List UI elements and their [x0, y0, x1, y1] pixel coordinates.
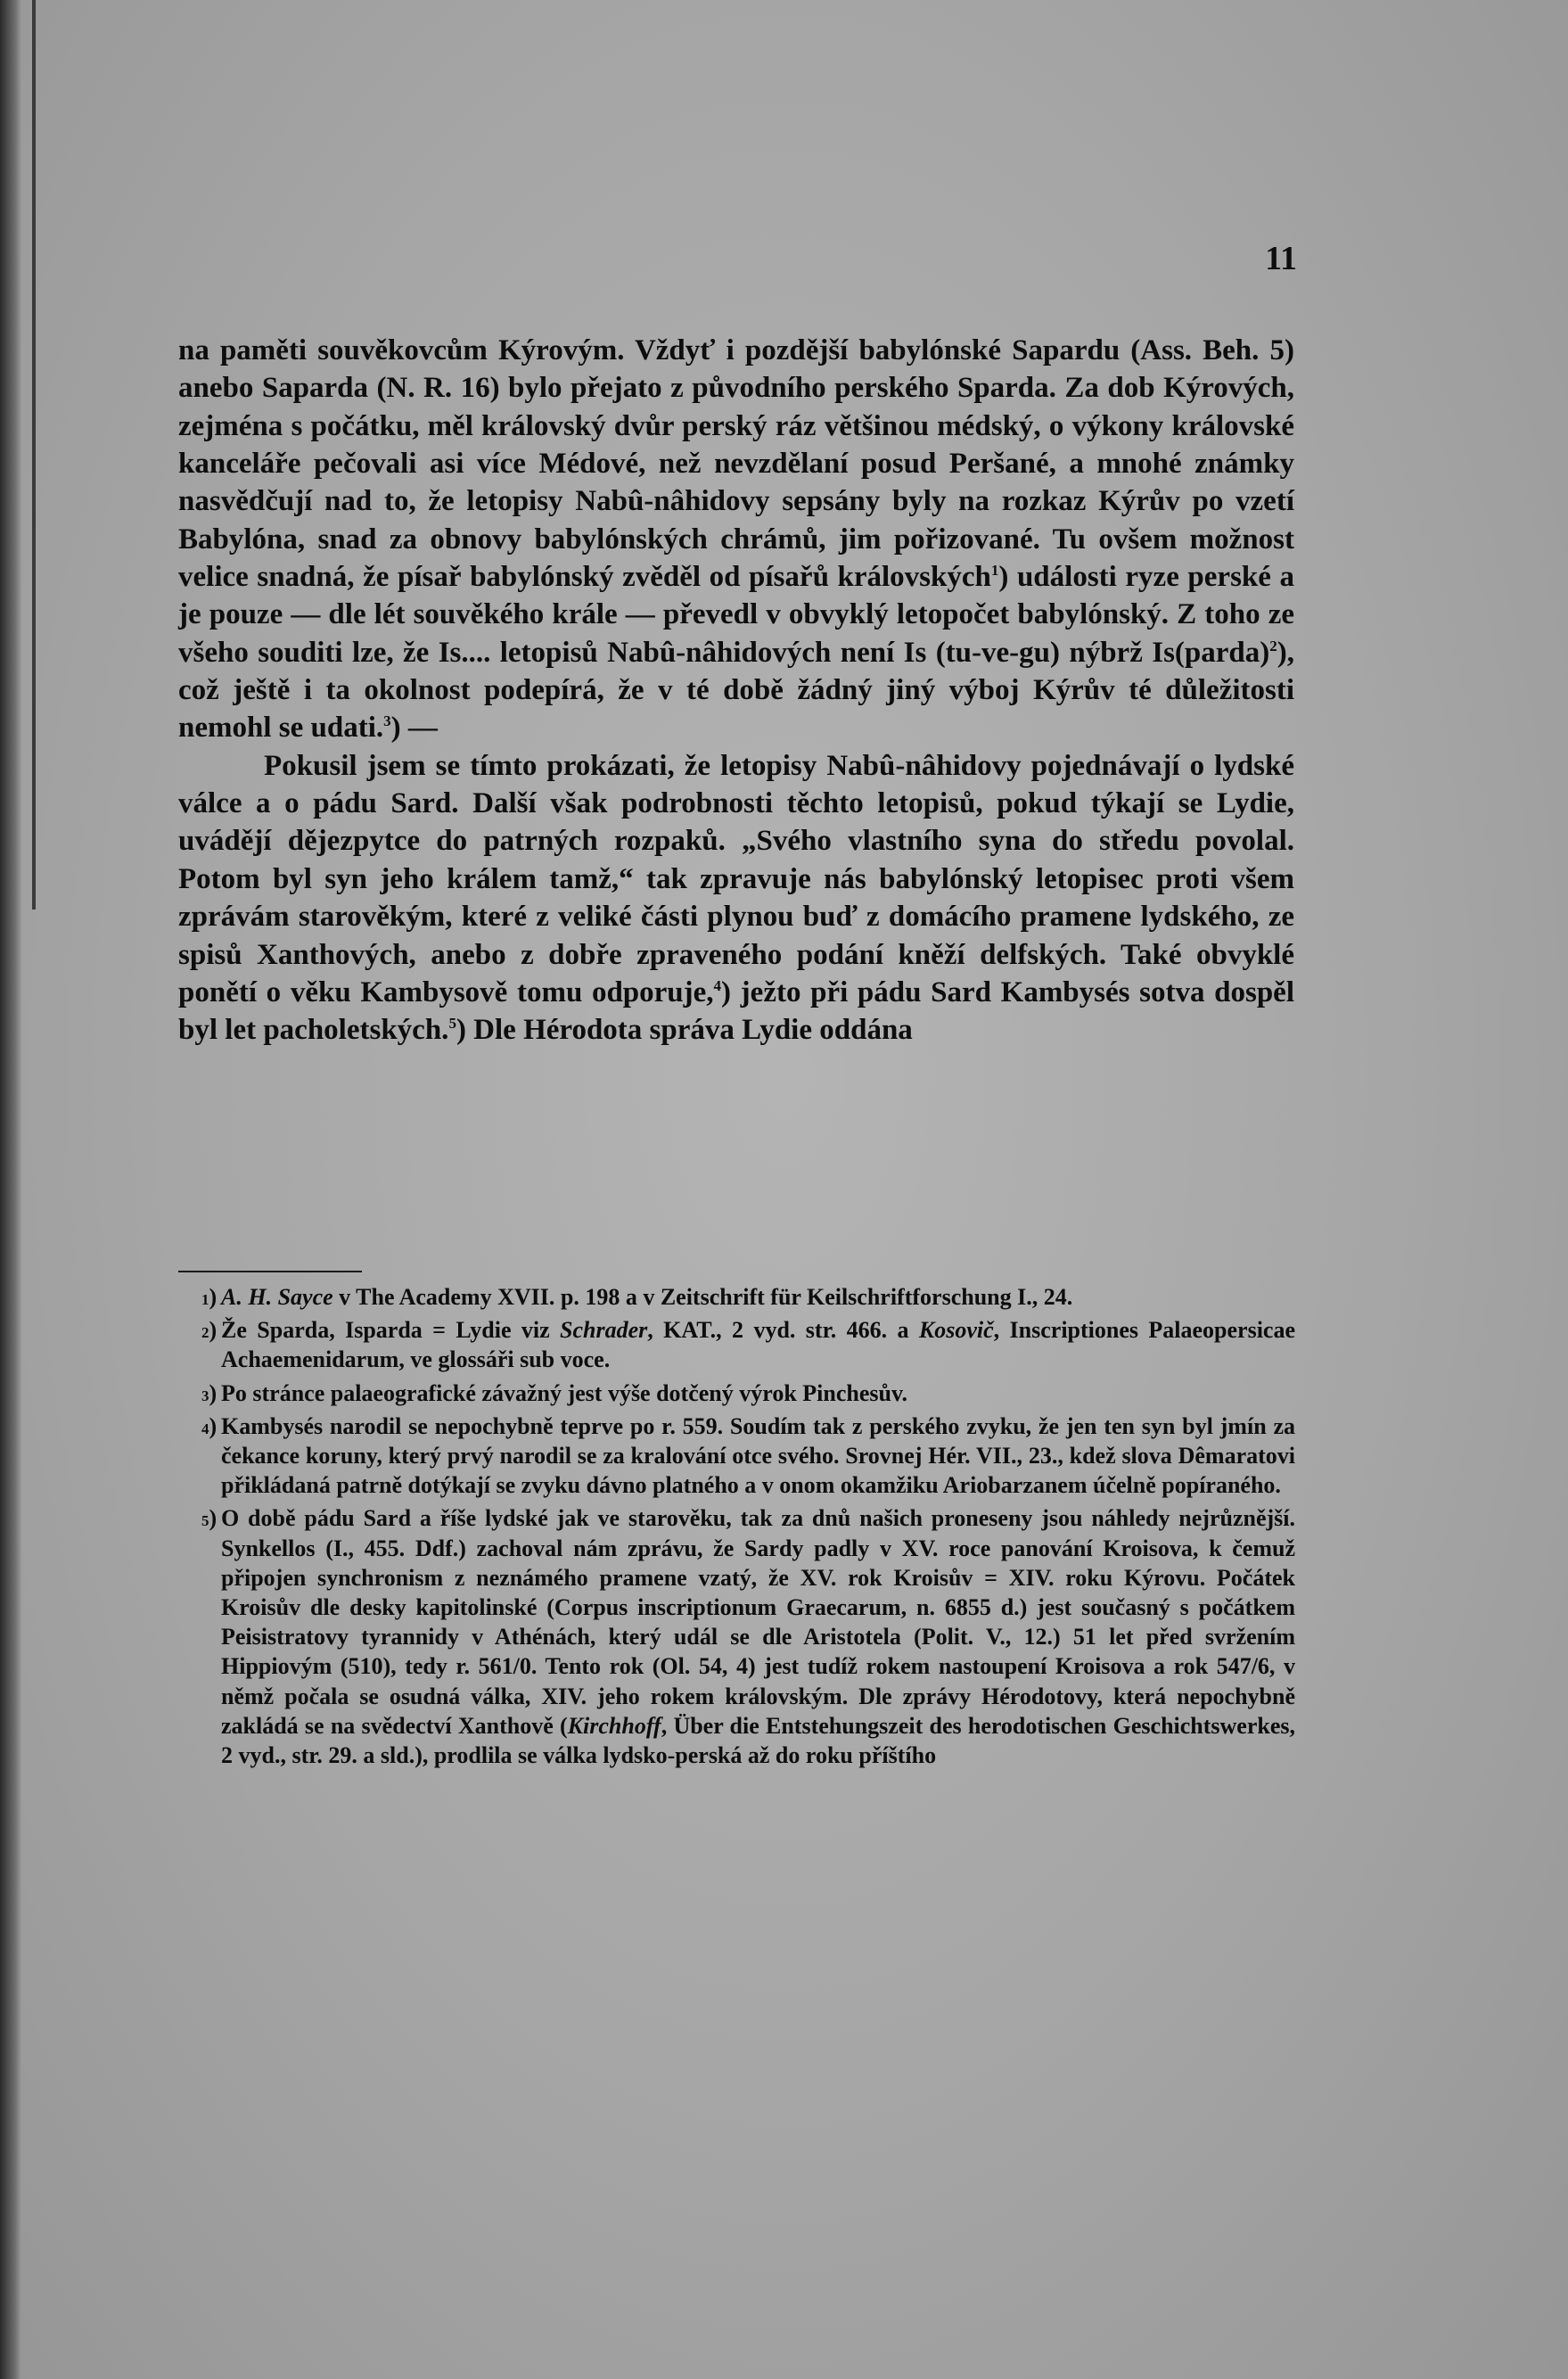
- page-edge-line: [32, 0, 36, 910]
- footnote-separator: [178, 1271, 362, 1272]
- paragraph-2: Pokusil jsem se tímto prokázati, že letopisy Nabû-nâhidovy pojednávají o lydské válce a o pádu Sard. Další však podrobnosti těchto letopisů, pokud týkají se Lydie, uvádějí dějezpytce do patrných rozpaků. „Svého vlastního syna do středu povolal. Potom byl syn jeho králem tamž,“ tak zpravuje nás babylónský letopisec proti všem zprávám starověkým, které z veliké části plynou buď z domácího pramene lydského, ze spisů Xanthových, anebo z dobře zpraveného podání kněží delfských. Také obvyklé ponětí o věku Kambysově tomu odporuje,$^4$) ježto při pádu Sard Kambysés sotva dospěl byl let pacholetských.$^5$) Dle Hérodota správa Lydie oddána: [178, 749, 1294, 1047]
- footnote-author: Kosovič: [918, 1317, 994, 1344]
- footnote-ref-3: 3: [383, 712, 391, 730]
- paragraph-1: na paměti souvěkovcům Kýrovým. Vždyť i pozdější babylónské Sapardu (Ass. Beh. 5) anebo Saparda (N. R. 16) bylo přejato z původního perského Sparda. Za dob Kýrových, zejména s počátku, měl královský dvůr perský ráz většinou médský, o výkony královské kanceláře pečovali asi více Médové, než nevzdělaní posud Peršané, a mnohé známky nasvědčují nad to, že letopisy Nabû-nâhidovy sepsány byly na rozkaz Kýrův po vzetí Babylóna, snad za obnovy babylónských chrámů, jim pořizované. Tu ovšem možnost velice snadná, že písař babylónský zvěděl od písařů královských$^1$) události ryze perské a je pouze — dle lét souvěkého krále — převedl v obvyklý letopočet babylónský. Z toho ze všeho souditi lze, že Is.... letopisů Nabû-nâhidových není Is (tu-ve-gu) nýbrž Is(parda)$^2$), což ještě i ta okolnost podepírá, že v té době žádný jiný výboj Kýrův té důležitosti nemohl se udati.$^3$) —: [178, 334, 1295, 745]
- main-text: [178, 332, 1294, 1050]
- footnote-ref-1: 1: [990, 562, 999, 580]
- footnote-3: 3) Po stránce palaeografické závažný jest výše dotčený výrok Pinchesův.: [201, 1379, 908, 1406]
- page-number: 11: [1265, 240, 1297, 277]
- footnotes: [201, 1282, 1295, 1774]
- footnote-author: Kirchhoff: [567, 1712, 661, 1739]
- footnote-5: 5) O době pádu Sard a říše lydské jak ve starověku, tak za dnů našich proneseny jsou náhledy nejrůznější. Synkellos (I., 455. Ddf.) zachoval nám zprávu, že Sardy padly v XV. roce panování Kroisova, k čemuž připojen synchronism z neznámého pramene vzatý, že XV. rok Kroisův = XIV. roku Kýrovu. Počátek Kroisův dle desky kapitolinské (Corpus inscriptionum Graecarum, n. 6855 d.) jest současný s počátkem Peisistratovy tyrannidy v Athénách, který udál se dle Aristotela (Polit. V., 12.) 51 let před svržením Hippiovým (510), tedy r. 561/0. Tento rok (Ol. 54, 4) jest tudíž rokem nastoupení Kroisova a rok 547/6, v němž počala se osudná válka, XIV. jeho rokem královským. Dle zprávy Hérodotovy, která nepochybně zakládá se na svědectví Xanthově (Kirchhoff, Über die Entstehungszeit des herodotischen Geschichtswerkes, 2 vyd., str. 29. a sld.), prodlila se válka lydsko-perská až do roku příštího: [201, 1505, 1295, 1769]
- footnote-1: 1) A. H. Sayce v The Academy XVII. p. 198 a v Zeitschrift für Keilschriftforschung I., 24.: [201, 1284, 1073, 1310]
- page-edge-shadow: [0, 0, 21, 2379]
- footnote-author: A. H. Sayce: [221, 1284, 333, 1310]
- footnote-ref-4: 4: [713, 976, 722, 994]
- footnote-4: 4) Kambysés narodil se nepochybně teprve po r. 559. Soudím tak z perského zvyku, že jen ten syn byl jmín za čekance koruny, který prvý narodil se za kralování otce svého. Srovnej Hér. VII., 23., kdež slova Dêmaratovi přikládaná patrně dotýkají se zvyku dávno platného a v onom okamžiku Ariobarzanem účelně popíraného.: [201, 1412, 1295, 1499]
- footnote-ref-2: 2: [1269, 637, 1277, 654]
- footnote-ref-5: 5: [448, 1015, 456, 1033]
- footnote-2: 2) Že Sparda, Isparda = Lydie viz Schrader, KAT., 2 vyd. str. 466. a Kosovič, Inscriptiones Palaeopersicae Achaemenidarum, ve glossáři sub voce.: [201, 1317, 1295, 1373]
- footnote-author: Schrader: [560, 1317, 648, 1344]
